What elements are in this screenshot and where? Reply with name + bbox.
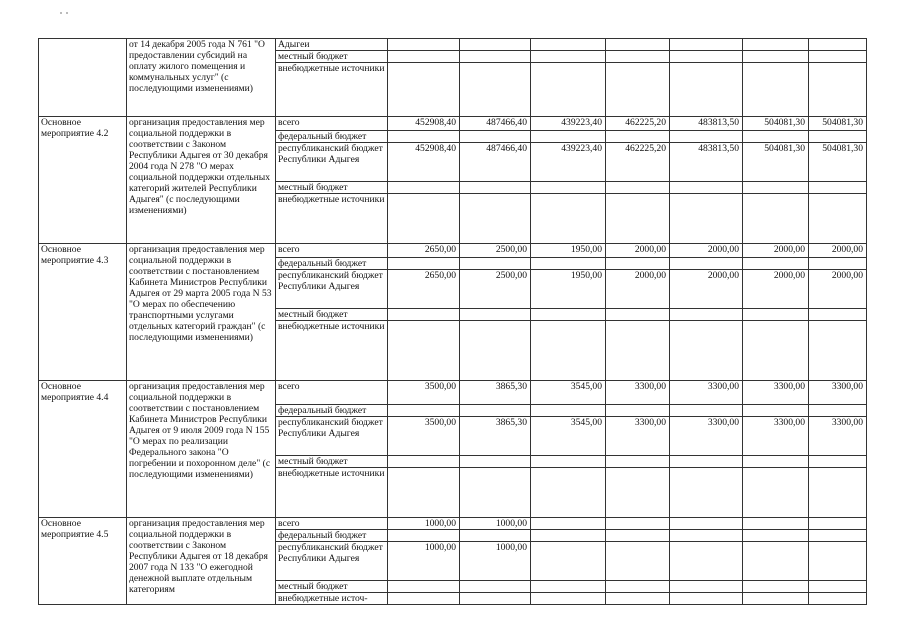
amount-cell	[743, 530, 809, 542]
funding-source-cell: всего	[276, 244, 388, 258]
amount-cell: 1950,00	[531, 244, 606, 258]
amount-cell	[460, 131, 531, 143]
funding-source-cell: внебюджетные источ-	[276, 593, 388, 605]
amount-cell	[809, 51, 867, 63]
amount-cell	[670, 542, 743, 581]
amount-cell	[460, 468, 531, 518]
amount-cell	[606, 51, 670, 63]
amount-cell	[606, 593, 670, 605]
amount-cell	[531, 456, 606, 468]
amount-cell	[460, 63, 531, 117]
measure-description-cell: организация предоставления мер социальной поддержки в соответствии с постановлением Кабинета Министров Республики Адыгея от 9 июля 2009 года N 155 "О мерах по реализации Федерального закона "О погребении и похоронном деле" (с последующими изменениями)	[127, 381, 276, 518]
funding-source-cell: всего	[276, 518, 388, 530]
measure-description-cell: организация предоставления мер социальной поддержки в соответствии с Законом Республики Адыгея от 30 декабря 2004 года N 278 "О мерах социальной поддержки отдельных категорий жителей Республики Адыгея" (с последующими изменениями)	[127, 117, 276, 244]
amount-cell	[460, 51, 531, 63]
funding-source-cell: федеральный бюджет	[276, 405, 388, 417]
amount-cell	[743, 182, 809, 194]
amount-cell: 1000,00	[388, 542, 460, 581]
amount-cell: 2000,00	[809, 270, 867, 309]
amount-cell: 3500,00	[388, 381, 460, 405]
amount-cell	[743, 258, 809, 270]
amount-cell: 3300,00	[606, 417, 670, 456]
amount-cell	[531, 51, 606, 63]
amount-cell: 2000,00	[606, 244, 670, 258]
amount-cell	[388, 593, 460, 605]
amount-cell: 3300,00	[606, 381, 670, 405]
amount-cell	[460, 39, 531, 51]
measure-description-cell: организация предоставления мер социальной поддержки в соответствии с Законом Республики Адыгея от 18 декабря 2007 года N 133 "О ежегодной денежной выплате отдельным категориям	[127, 518, 276, 605]
funding-source-cell: всего	[276, 381, 388, 405]
amount-cell	[388, 581, 460, 593]
amount-cell	[670, 51, 743, 63]
measure-description-cell: организация предоставления мер социальной поддержки в соответствии с постановлением Кабинета Министров Республики Адыгея от 29 марта 2005 года N 53 "О мерах по обеспечению транспортными услугами отдельных категорий граждан" (с последующими изменениями)	[127, 244, 276, 381]
amount-cell: 462225,20	[606, 143, 670, 182]
amount-cell	[670, 405, 743, 417]
amount-cell	[743, 593, 809, 605]
amount-cell	[606, 321, 670, 381]
amount-cell: 2500,00	[460, 244, 531, 258]
amount-cell	[670, 593, 743, 605]
measure-name-cell: Основное мероприятие 4.2	[39, 117, 127, 244]
measure-name-cell: Основное мероприятие 4.5	[39, 518, 127, 605]
amount-cell: 2000,00	[809, 244, 867, 258]
amount-cell	[460, 405, 531, 417]
amount-cell	[460, 182, 531, 194]
funding-source-cell: местный бюджет	[276, 182, 388, 194]
amount-cell	[743, 51, 809, 63]
measure-name-cell	[39, 39, 127, 117]
amount-cell	[743, 581, 809, 593]
amount-cell: 504081,30	[809, 143, 867, 182]
amount-cell	[809, 456, 867, 468]
amount-cell: 3545,00	[531, 381, 606, 405]
amount-cell	[531, 63, 606, 117]
amount-cell: 2000,00	[743, 270, 809, 309]
amount-cell	[809, 309, 867, 321]
measure-description-cell: от 14 декабря 2005 года N 761 "О предоставлении субсидий на оплату жилого помещения и коммунальных услуг" (с последующими изменениями)	[127, 39, 276, 117]
funding-source-cell: республиканский бюджет Республики Адыгея	[276, 143, 388, 182]
amount-cell: 452908,40	[388, 143, 460, 182]
amount-cell: 2000,00	[743, 244, 809, 258]
amount-cell	[460, 593, 531, 605]
amount-cell: 3300,00	[743, 417, 809, 456]
amount-cell	[531, 131, 606, 143]
amount-cell	[531, 182, 606, 194]
amount-cell	[743, 309, 809, 321]
funding-source-cell: республиканский бюджет Республики Адыгея	[276, 417, 388, 456]
amount-cell	[809, 321, 867, 381]
amount-cell	[460, 530, 531, 542]
amount-cell	[388, 51, 460, 63]
amount-cell	[606, 194, 670, 244]
amount-cell	[743, 131, 809, 143]
amount-cell: 3500,00	[388, 417, 460, 456]
amount-cell	[743, 456, 809, 468]
amount-cell	[460, 258, 531, 270]
amount-cell	[460, 456, 531, 468]
amount-cell: 487466,40	[460, 143, 531, 182]
funding-source-cell: внебюджетные источники	[276, 194, 388, 244]
amount-cell	[743, 321, 809, 381]
funding-source-cell: местный бюджет	[276, 456, 388, 468]
amount-cell: 2000,00	[606, 270, 670, 309]
funding-source-cell: местный бюджет	[276, 51, 388, 63]
amount-cell	[531, 518, 606, 530]
measure-name-cell: Основное мероприятие 4.4	[39, 381, 127, 518]
amount-cell: 3300,00	[670, 381, 743, 405]
amount-cell	[670, 63, 743, 117]
amount-cell: 504081,30	[809, 117, 867, 131]
amount-cell: 483813,50	[670, 143, 743, 182]
amount-cell	[809, 258, 867, 270]
amount-cell	[606, 456, 670, 468]
amount-cell	[606, 309, 670, 321]
amount-cell	[388, 468, 460, 518]
amount-cell	[388, 131, 460, 143]
amount-cell: 2650,00	[388, 244, 460, 258]
amount-cell	[670, 530, 743, 542]
amount-cell	[388, 194, 460, 244]
amount-cell	[809, 581, 867, 593]
amount-cell	[809, 593, 867, 605]
amount-cell	[809, 194, 867, 244]
amount-cell	[531, 194, 606, 244]
amount-cell: 2650,00	[388, 270, 460, 309]
amount-cell: 3545,00	[531, 417, 606, 456]
amount-cell	[606, 131, 670, 143]
funding-source-cell: внебюджетные источники	[276, 468, 388, 518]
amount-cell	[809, 468, 867, 518]
amount-cell	[606, 468, 670, 518]
amount-cell	[670, 456, 743, 468]
amount-cell	[388, 405, 460, 417]
amount-cell: 1000,00	[460, 542, 531, 581]
amount-cell	[388, 258, 460, 270]
amount-cell	[670, 39, 743, 51]
amount-cell	[606, 39, 670, 51]
funding-source-cell: федеральный бюджет	[276, 530, 388, 542]
amount-cell: 3300,00	[809, 417, 867, 456]
amount-cell	[670, 309, 743, 321]
budget-table	[38, 38, 867, 605]
amount-cell: 452908,40	[388, 117, 460, 131]
amount-cell: 439223,40	[531, 117, 606, 131]
amount-cell: 3300,00	[670, 417, 743, 456]
amount-cell	[531, 258, 606, 270]
amount-cell	[743, 194, 809, 244]
amount-cell	[606, 530, 670, 542]
funding-source-cell: всего	[276, 117, 388, 131]
amount-cell	[531, 309, 606, 321]
amount-cell: 1950,00	[531, 270, 606, 309]
amount-cell: 2000,00	[670, 270, 743, 309]
amount-cell	[809, 39, 867, 51]
amount-cell: 462225,20	[606, 117, 670, 131]
amount-cell: 487466,40	[460, 117, 531, 131]
amount-cell	[460, 194, 531, 244]
funding-source-cell: местный бюджет	[276, 309, 388, 321]
funding-source-cell: внебюджетные источники	[276, 63, 388, 117]
amount-cell	[809, 182, 867, 194]
table-row	[39, 381, 867, 405]
amount-cell	[388, 182, 460, 194]
amount-cell: 2500,00	[460, 270, 531, 309]
measure-name-cell: Основное мероприятие 4.3	[39, 244, 127, 381]
scan-speck	[60, 12, 62, 14]
amount-cell	[460, 321, 531, 381]
amount-cell	[743, 542, 809, 581]
amount-cell	[388, 321, 460, 381]
amount-cell	[670, 131, 743, 143]
funding-source-cell: Адыгеи	[276, 39, 388, 51]
amount-cell: 483813,50	[670, 117, 743, 131]
amount-cell	[606, 63, 670, 117]
amount-cell: 2000,00	[670, 244, 743, 258]
amount-cell	[743, 63, 809, 117]
funding-source-cell: республиканский бюджет Республики Адыгея	[276, 542, 388, 581]
funding-source-cell: местный бюджет	[276, 581, 388, 593]
amount-cell	[606, 182, 670, 194]
amount-cell	[531, 468, 606, 518]
amount-cell: 504081,30	[743, 117, 809, 131]
table-row	[39, 244, 867, 258]
amount-cell: 3300,00	[743, 381, 809, 405]
amount-cell	[388, 530, 460, 542]
funding-source-cell: внебюджетные источники	[276, 321, 388, 381]
table-row	[39, 39, 867, 51]
amount-cell	[606, 581, 670, 593]
amount-cell	[388, 309, 460, 321]
amount-cell	[809, 131, 867, 143]
amount-cell	[388, 63, 460, 117]
amount-cell	[531, 593, 606, 605]
amount-cell	[531, 530, 606, 542]
amount-cell	[743, 405, 809, 417]
funding-source-cell: федеральный бюджет	[276, 131, 388, 143]
amount-cell	[670, 321, 743, 381]
table-row	[39, 117, 867, 131]
amount-cell: 3865,30	[460, 417, 531, 456]
amount-cell: 1000,00	[460, 518, 531, 530]
amount-cell	[531, 542, 606, 581]
amount-cell	[606, 405, 670, 417]
amount-cell	[531, 39, 606, 51]
budget-table-body	[39, 39, 867, 605]
scan-speck	[66, 12, 68, 14]
amount-cell: 1000,00	[388, 518, 460, 530]
amount-cell	[460, 309, 531, 321]
amount-cell	[606, 258, 670, 270]
amount-cell	[809, 63, 867, 117]
amount-cell	[531, 405, 606, 417]
amount-cell	[460, 581, 531, 593]
amount-cell	[670, 518, 743, 530]
amount-cell: 3300,00	[809, 381, 867, 405]
amount-cell	[809, 405, 867, 417]
funding-source-cell: федеральный бюджет	[276, 258, 388, 270]
amount-cell	[670, 182, 743, 194]
amount-cell	[809, 542, 867, 581]
amount-cell	[388, 39, 460, 51]
amount-cell	[606, 518, 670, 530]
table-row	[39, 518, 867, 530]
amount-cell	[606, 542, 670, 581]
amount-cell	[531, 321, 606, 381]
amount-cell	[670, 258, 743, 270]
amount-cell	[743, 518, 809, 530]
amount-cell	[670, 581, 743, 593]
amount-cell	[809, 530, 867, 542]
amount-cell	[743, 39, 809, 51]
amount-cell: 3865,30	[460, 381, 531, 405]
amount-cell: 504081,30	[743, 143, 809, 182]
amount-cell	[743, 468, 809, 518]
amount-cell	[809, 518, 867, 530]
funding-source-cell: республиканский бюджет Республики Адыгея	[276, 270, 388, 309]
amount-cell	[670, 468, 743, 518]
amount-cell: 439223,40	[531, 143, 606, 182]
amount-cell	[388, 456, 460, 468]
amount-cell	[670, 194, 743, 244]
amount-cell	[531, 581, 606, 593]
